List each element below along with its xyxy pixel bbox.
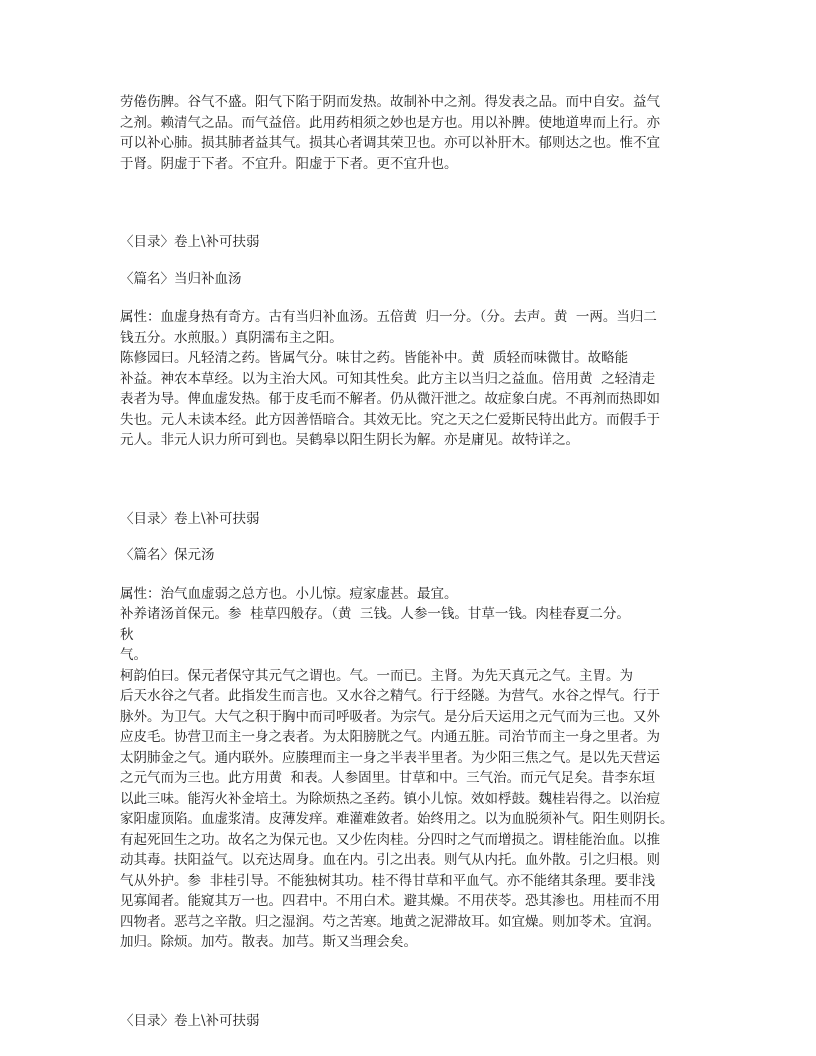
text-line: 脉外。为卫气。大气之积于胸中而司呼吸者。为宗气。是分后天运用之元气而为三也。又外 — [120, 708, 660, 725]
text-line: 劳倦伤脾。谷气不盛。阳气下陷于阴而发热。故制补中之剂。得发表之品。而中自安。益气 — [120, 94, 660, 110]
entry-title: 〈篇名〉当归补血汤 — [120, 270, 242, 287]
text-line: 后天水谷之气者。此指发生而言也。又水谷之精气。行于经隧。为营气。水谷之悍气。行于 — [120, 688, 660, 704]
text-line: 加归。除烦。加芍。散表。加芎。斯又当理会矣。 — [120, 934, 417, 950]
text-line: 可以补心肺。损其肺者益其气。损其心者调其荣卫也。亦可以补肝木。郁则达之也。惟不宜 — [120, 135, 660, 151]
text-line: 气从外护。参 非桂引导。不能独树其功。桂不得甘草和平血气。亦不能绪其条理。要非浅 — [120, 872, 656, 889]
text-line: 于肾。阴虚于下者。不宜升。阳虚于下者。更不宜升也。 — [120, 155, 458, 172]
entry-title: 〈篇名〉保元汤 — [120, 547, 215, 563]
text-line: 柯韵伯曰。保元者保守其元气之谓也。气。一而已。主肾。为先天真元之气。主胃。为 — [120, 667, 633, 684]
catalog-heading: 〈目录〉卷上\补可扶弱 — [120, 1012, 260, 1029]
entry-next — [120, 1011, 696, 1032]
document-page — [120, 92, 696, 1031]
catalog-heading: 〈目录〉卷上\补可扶弱 — [120, 234, 260, 250]
text-line: 以此三味。能泻火补金培土。为除烦热之圣药。镇小儿惊。效如桴鼓。魏桂岩得之。以治痘 — [120, 790, 660, 807]
text-line: 太阴肺金之气。通内联外。应腠理而主一身之半表半里者。为少阳三焦之气。是以先天营运 — [120, 749, 660, 766]
text-line: 动其毒。扶阳益气。以充达周身。血在内。引之出表。则气从内托。血外散。引之归根。则 — [120, 852, 660, 868]
text-line: 补益。神农本草经。以为主治大风。可知其性矣。此方主以当归之益血。倍用黄 之轻清走 — [120, 370, 656, 387]
text-line: 应皮毛。协营卫而主一身之表者。为太阳膀胱之气。内通五脏。司治节而主一身之里者。为 — [120, 729, 660, 745]
entry-baoyuan-tang — [120, 509, 696, 953]
text-line: 家阳虚顶陷。血虚浆清。皮薄发痒。难灌难敛者。始终用之。以为血脱须补气。阳生则阴长。 — [120, 811, 674, 827]
text-line: 秋 — [120, 626, 134, 643]
entry-danggui-buxue-tang — [120, 232, 696, 451]
text-line: 属性：血虚身热有奇方。古有当归补血汤。五倍黄 归一分。（分。去声。黄 一两。当归二 — [120, 309, 657, 325]
text-line: 补养诸汤首保元。参 桂草四般存。（黄 三钱。人参一钱。甘草一钱。肉桂春夏二分。 — [120, 606, 630, 622]
text-line: 气。 — [120, 647, 147, 663]
text-line: 见寡闻者。能窥其万一也。四君中。不用白术。避其燥。不用茯苓。恐其渗也。用桂而不用 — [120, 893, 660, 909]
text-line: 元人。非元人识力所可到也。吴鹤皋以阳生阴长为解。亦是庸见。故特详之。 — [120, 432, 579, 448]
entry-body — [120, 584, 696, 953]
text-line: 失也。元人未读本经。此方因善悟暗合。其效无比。究之天之仁爱斯民特出此方。而假手于 — [120, 411, 660, 428]
catalog-heading: 〈目录〉卷上\补可扶弱 — [120, 510, 260, 527]
text-line: 表者为导。俾血虚发热。郁于皮毛而不解者。仍从微汗泄之。故症象白虎。不再剂而热即如 — [120, 391, 660, 407]
intro-paragraph — [120, 92, 696, 174]
entry-body — [120, 307, 696, 451]
text-line: 陈修园曰。凡轻清之药。皆属气分。味甘之药。皆能补中。黄 质轻而味微甘。故略能 — [120, 350, 629, 366]
text-line: 之剂。赖清气之品。而气益倍。此用药相须之妙也是方也。用以补脾。使地道卑而上行。亦 — [120, 114, 660, 131]
text-line: 四物者。恶芎之辛散。归之湿润。芍之苦寒。地黄之泥滞故耳。如宜燥。则加苓术。宜润。 — [120, 913, 660, 930]
text-line: 钱五分。水煎服。）真阴濡布主之阳。 — [120, 329, 343, 346]
text-line: 之元气而为三也。此方用黄 和表。人参固里。甘草和中。三气治。而元气足矣。昔李东垣 — [120, 770, 656, 786]
text-line: 属性：治气血虚弱之总方也。小儿惊。痘家虚甚。最宜。 — [120, 585, 458, 602]
text-line: 有起死回生之功。故名之为保元也。又少佐肉桂。分四时之气而增损之。谓桂能治血。以推 — [120, 831, 660, 848]
